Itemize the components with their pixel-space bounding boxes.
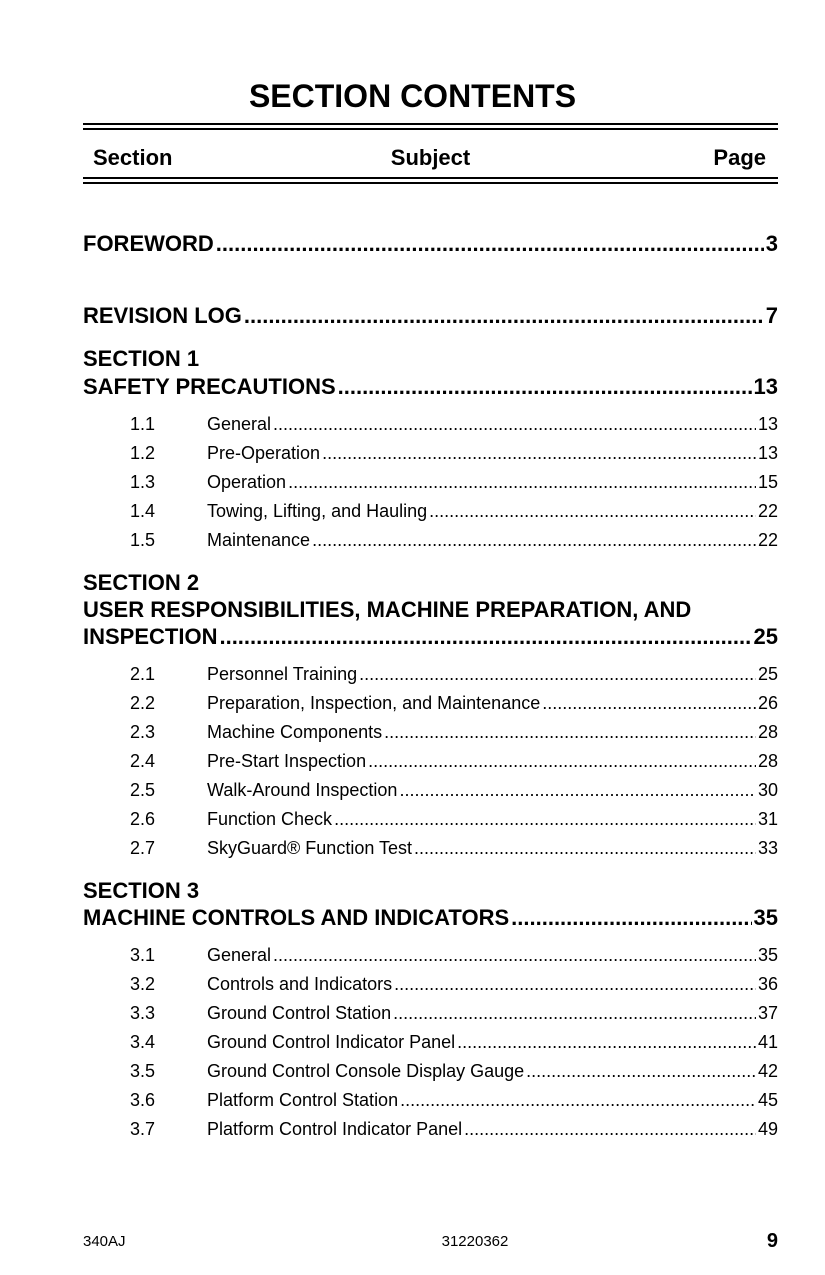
toc-subentry[interactable] (130, 528, 778, 552)
column-section-label: Section (93, 145, 173, 170)
page-title: SECTION CONTENTS (248, 78, 577, 114)
leader-dots (393, 1001, 756, 1025)
leader-dots (273, 943, 756, 967)
leader-dots (429, 499, 756, 523)
toc-subentry[interactable] (130, 1030, 778, 1054)
toc-subentry[interactable] (130, 1059, 778, 1083)
subentry-page: 26 (757, 693, 778, 713)
leader-dots (394, 972, 756, 996)
subentry-number: 2.4 (130, 751, 156, 771)
section-heading: SECTION 3 (83, 878, 200, 903)
toc-subentry[interactable] (130, 749, 778, 773)
column-page-label: Page (713, 145, 766, 170)
leader-dots (322, 441, 756, 465)
subentry-label: Ground Control Console Display Gauge (207, 1061, 525, 1081)
subentry-number: 3.7 (130, 1119, 156, 1139)
subentry-page: 25 (757, 664, 778, 684)
subentry-number: 3.2 (130, 974, 156, 994)
subentry-number: 3.4 (130, 1032, 156, 1052)
subentry-page: 35 (757, 945, 778, 965)
toc-entry-label: FOREWORD (83, 231, 214, 256)
toc-entry-page: 7 (765, 303, 778, 328)
subentry-page: 36 (757, 974, 778, 994)
leader-dots (511, 904, 751, 932)
subentry-page: 45 (757, 1090, 778, 1110)
leader-dots (399, 778, 756, 802)
leader-dots (288, 470, 756, 494)
subentry-page: 31 (757, 809, 778, 829)
leader-dots (216, 230, 764, 258)
subentry-label: General (207, 414, 272, 434)
toc-entry-page: 25 (753, 624, 778, 649)
subentry-page: 22 (757, 530, 778, 550)
subentry-label: General (207, 945, 272, 965)
subentry-page: 41 (757, 1032, 778, 1052)
subentry-number: 2.7 (130, 838, 156, 858)
leader-dots (219, 623, 751, 651)
toc-entry-label: INSPECTION (83, 624, 218, 649)
subentry-label: Machine Components (207, 722, 383, 742)
leader-dots (244, 302, 764, 330)
subentry-page: 37 (757, 1003, 778, 1023)
subentry-number: 3.3 (130, 1003, 156, 1023)
leader-dots (359, 662, 756, 686)
toc-entry-page: 13 (753, 374, 778, 399)
subentry-page: 49 (757, 1119, 778, 1139)
subentry-page: 13 (757, 414, 778, 434)
toc-entry-revision-log[interactable] (83, 302, 778, 330)
footer-part-number: 31220362 (441, 1233, 509, 1250)
toc-subentry[interactable] (130, 943, 778, 967)
subentry-number: 3.6 (130, 1090, 156, 1110)
subentry-label: Platform Control Station (207, 1090, 399, 1110)
subentry-label: Pre-Start Inspection (207, 751, 367, 771)
section-heading: SECTION 1 (83, 346, 200, 371)
toc-subentry[interactable] (130, 412, 778, 436)
subentry-page: 13 (757, 443, 778, 463)
subentry-page: 28 (757, 722, 778, 742)
subentry-number: 1.5 (130, 530, 156, 550)
header-rule-top-2 (83, 128, 778, 130)
header-rule-bottom-2 (83, 182, 778, 184)
leader-dots (400, 1088, 756, 1112)
subentry-page: 30 (757, 780, 778, 800)
header-rule-top-1 (83, 123, 778, 125)
toc-entry-page: 35 (753, 905, 778, 930)
subentry-number: 1.3 (130, 472, 156, 492)
subentry-number: 2.1 (130, 664, 156, 684)
toc-entry-page: 3 (765, 231, 778, 256)
subentry-number: 3.5 (130, 1061, 156, 1081)
subentry-number: 2.3 (130, 722, 156, 742)
leader-dots (312, 528, 756, 552)
toc-subentry[interactable] (130, 836, 778, 860)
toc-subentry[interactable] (130, 1001, 778, 1025)
leader-dots (526, 1059, 756, 1083)
subentry-number: 2.6 (130, 809, 156, 829)
leader-dots (542, 691, 756, 715)
subentry-page: 15 (757, 472, 778, 492)
section-title-line: USER RESPONSIBILITIES, MACHINE PREPARATION, AND (83, 597, 692, 622)
toc-subentry[interactable] (130, 972, 778, 996)
leader-dots (464, 1117, 756, 1141)
subentry-page: 28 (757, 751, 778, 771)
leader-dots (368, 749, 756, 773)
subentry-label: Function Check (207, 809, 333, 829)
subentry-label: Maintenance (207, 530, 311, 550)
subentry-label: Controls and Indicators (207, 974, 393, 994)
toc-subentry[interactable] (130, 470, 778, 494)
toc-subentry[interactable] (130, 499, 778, 523)
toc-entry-foreword[interactable] (83, 230, 778, 258)
section-heading: SECTION 2 (83, 570, 200, 595)
leader-dots (273, 412, 756, 436)
toc-subentry[interactable] (130, 691, 778, 715)
footer-model: 340AJ (83, 1233, 126, 1250)
toc-entry-label: REVISION LOG (83, 303, 242, 328)
toc-entry-section-2[interactable] (83, 623, 778, 651)
subentry-label: Towing, Lifting, and Hauling (207, 501, 428, 521)
subentry-number: 2.2 (130, 693, 156, 713)
subentry-label: SkyGuard® Function Test (207, 838, 413, 858)
leader-dots (414, 836, 756, 860)
subentry-page: 33 (757, 838, 778, 858)
subentry-number: 1.2 (130, 443, 156, 463)
header-rule-bottom-1 (83, 177, 778, 179)
toc-subentry[interactable] (130, 1088, 778, 1112)
subentry-label: Pre-Operation (207, 443, 321, 463)
toc-subentry[interactable] (130, 1117, 778, 1141)
toc-subentry[interactable] (130, 441, 778, 465)
subentry-number: 1.4 (130, 501, 156, 521)
footer-page-number: 9 (766, 1230, 778, 1252)
toc-subentry[interactable] (130, 662, 778, 686)
toc-subentry[interactable] (130, 778, 778, 802)
subentry-label: Ground Control Indicator Panel (207, 1032, 456, 1052)
toc-entry-label: SAFETY PRECAUTIONS (83, 374, 336, 399)
subentry-label: Platform Control Indicator Panel (207, 1119, 463, 1139)
toc-entry-label: MACHINE CONTROLS AND INDICATORS (83, 905, 510, 930)
subentry-number: 3.1 (130, 945, 156, 965)
column-header (83, 144, 778, 172)
toc-entry-section-1[interactable] (83, 373, 778, 401)
toc-entry-section-3[interactable] (83, 904, 778, 932)
leader-dots (338, 373, 752, 401)
subentry-label: Operation (207, 472, 287, 492)
subentry-label: Personnel Training (207, 664, 358, 684)
subentry-label: Walk-Around Inspection (207, 780, 398, 800)
subentry-label: Ground Control Station (207, 1003, 392, 1023)
leader-dots (384, 720, 756, 744)
subentry-page: 42 (757, 1061, 778, 1081)
toc-subentry[interactable] (130, 807, 778, 831)
subentry-page: 22 (757, 501, 778, 521)
toc-subentry[interactable] (130, 720, 778, 744)
subentry-number: 2.5 (130, 780, 156, 800)
leader-dots (457, 1030, 756, 1054)
subentry-label: Preparation, Inspection, and Maintenance (207, 693, 541, 713)
subentry-number: 1.1 (130, 414, 156, 434)
column-subject-label: Subject (390, 145, 471, 170)
leader-dots (334, 807, 756, 831)
